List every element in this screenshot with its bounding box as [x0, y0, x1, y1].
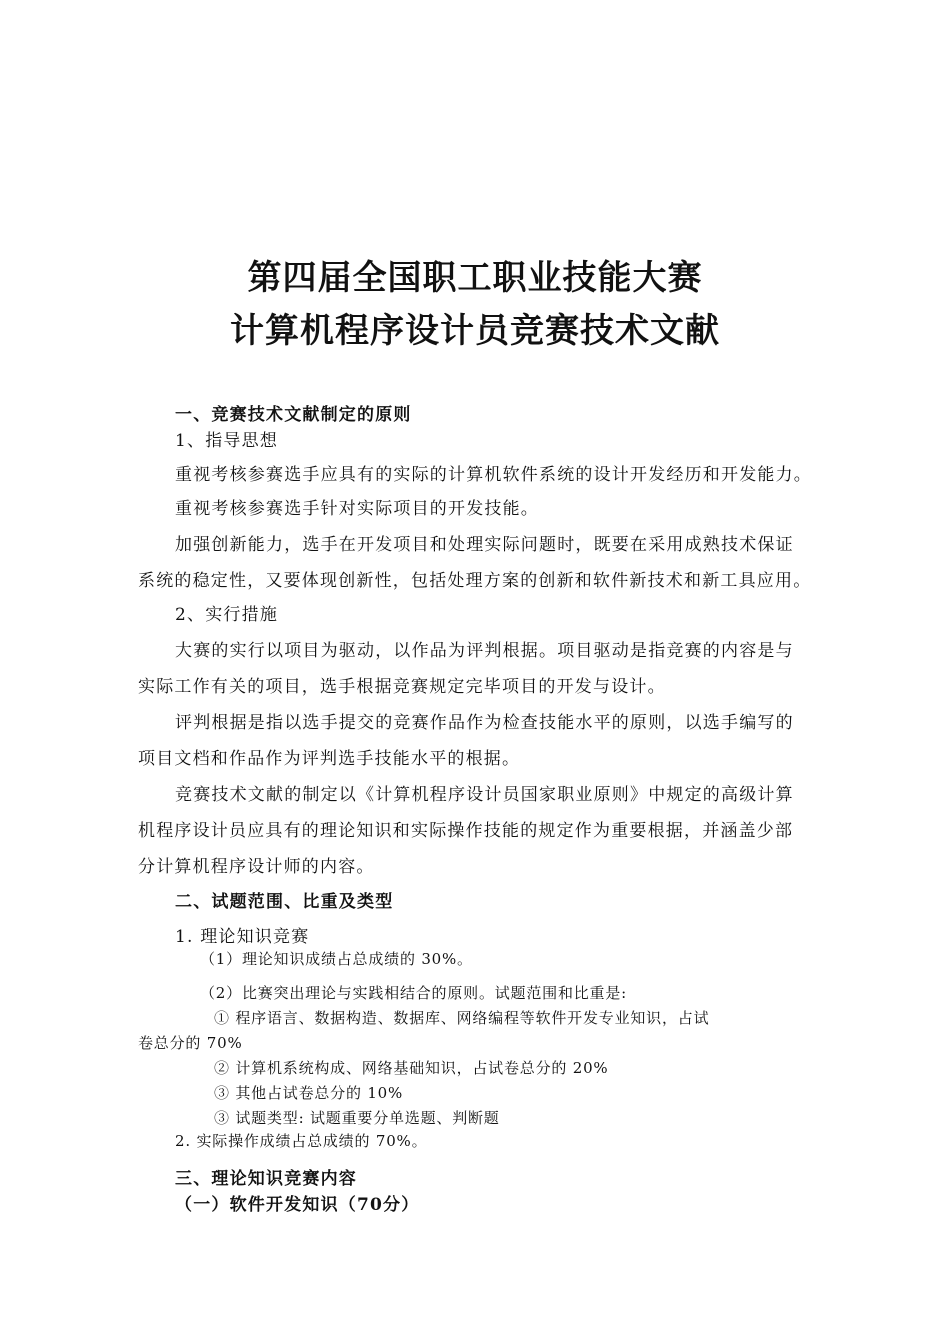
subheading-theory: 1. 理论知识竞赛: [175, 927, 310, 947]
paragraph-line: 分计算机程序设计师的内容。: [138, 857, 375, 877]
section-heading-3: 三、理论知识竞赛内容: [175, 1169, 357, 1189]
subheading-guiding: 1、指导思想: [175, 431, 279, 451]
list-item: ③ 其他占试卷总分的 10%: [214, 1084, 404, 1102]
section-heading-1: 一、竞赛技术文献制定的原则: [175, 405, 412, 425]
section-heading-2: 二、试题范围、比重及类型: [175, 892, 394, 912]
document-title-line-2: 计算机程序设计员竞赛技术文献: [230, 311, 720, 351]
list-item: （1）理论知识成绩占总成绩的 30%。: [200, 950, 473, 968]
paragraph-line: 机程序设计员应具有的理论知识和实际操作技能的规定作为重要根据，并涵盖少部: [138, 821, 794, 841]
subsection-heading: （一）软件开发知识（70分）: [175, 1195, 420, 1215]
subheading-practice: 2. 实际操作成绩占总成绩的 70%。: [175, 1132, 428, 1150]
subheading-measures: 2、实行措施: [175, 605, 279, 625]
list-item: （2）比赛突出理论与实践相结合的原则。试题范围和比重是:: [200, 984, 627, 1002]
paragraph-line: 重视考核参赛选手针对实际项目的开发技能。: [175, 499, 539, 519]
paragraph-line: 项目文档和作品作为评判选手技能水平的根据。: [138, 749, 521, 769]
paragraph-line: 加强创新能力，选手在开发项目和处理实际问题时，既要在采用成熟技术保证: [175, 535, 794, 555]
paragraph-line: 系统的稳定性，又要体现创新性，包括处理方案的创新和软件新技术和新工具应用。: [138, 571, 812, 591]
list-item-continuation: 卷总分的 70%: [138, 1034, 243, 1052]
list-item: ① 程序语言、数据构造、数据库、网络编程等软件开发专业知识，占试: [214, 1009, 710, 1027]
paragraph-line: 重视考核参赛选手应具有的实际的计算机软件系统的设计开发经历和开发能力。: [175, 465, 812, 485]
paragraph-line: 大赛的实行以项目为驱动，以作品为评判根据。项目驱动是指竞赛的内容是与: [175, 641, 794, 661]
list-item: ③ 试题类型: 试题重要分单选题、判断题: [214, 1109, 500, 1127]
paragraph-line: 竞赛技术文献的制定以《计算机程序设计员国家职业原则》中规定的高级计算: [175, 785, 794, 805]
list-item: ② 计算机系统构成、网络基础知识，占试卷总分的 20%: [214, 1059, 609, 1077]
paragraph-line: 评判根据是指以选手提交的竞赛作品作为检查技能水平的原则，以选手编写的: [175, 713, 794, 733]
paragraph-line: 实际工作有关的项目，选手根据竞赛规定完毕项目的开发与设计。: [138, 677, 666, 697]
document-title-line-1: 第四届全国职工职业技能大赛: [247, 258, 703, 298]
